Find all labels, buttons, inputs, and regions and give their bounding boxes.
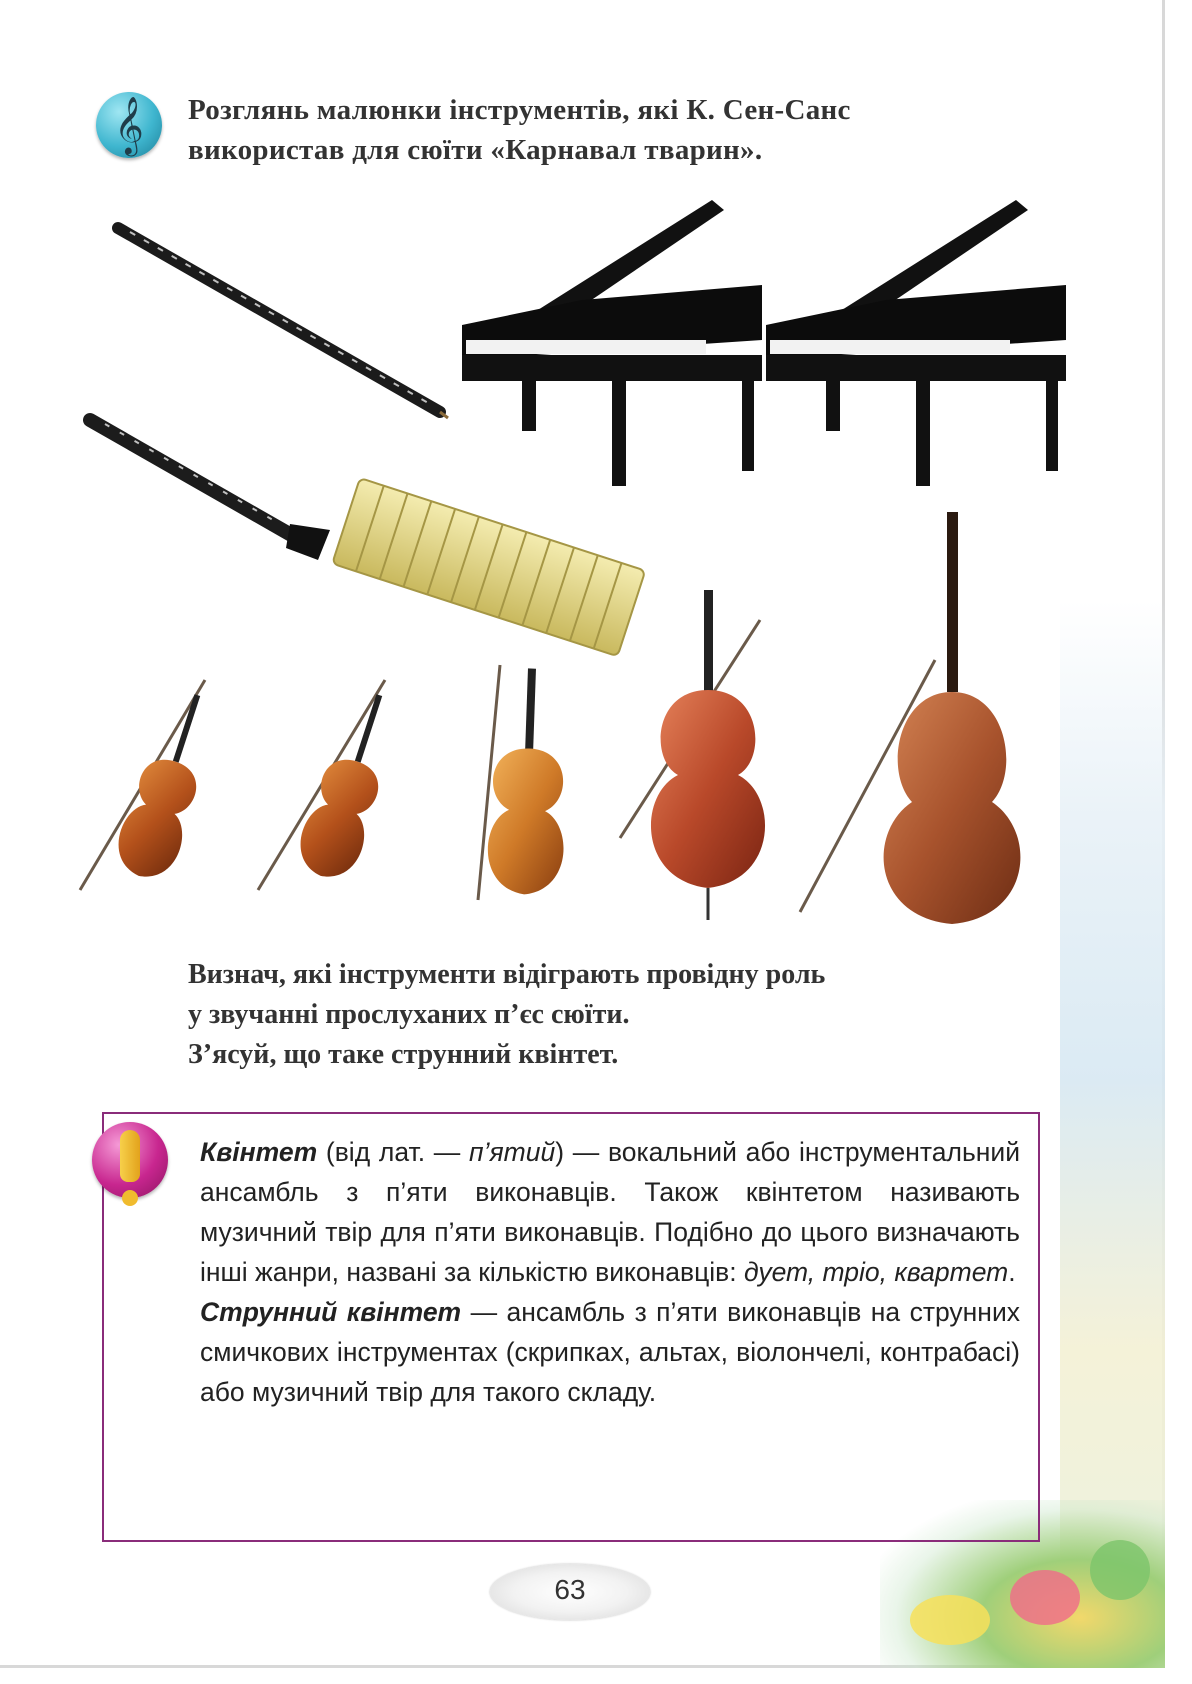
definition-part: .	[1008, 1257, 1016, 1287]
viola-image	[478, 665, 570, 900]
page-number: 63	[554, 1574, 586, 1605]
term-quintet: Квінтет	[200, 1137, 318, 1167]
genre-trio: тріо,	[822, 1257, 888, 1287]
term-string-quintet: Струнний квінтет	[200, 1297, 462, 1327]
genre-quartet: квартет	[894, 1257, 1009, 1287]
question-line-3: З’ясуй, що таке струнний квінтет.	[188, 1039, 619, 1070]
genre-duet: дует,	[743, 1257, 816, 1287]
questions-text	[188, 955, 1048, 1075]
definition-part: — ансамбль з п’яти виконавців на струнних смичкових інструментах (скрипках, альтах, віолончелі, контрабасі) або музичний твір для такого складу.	[200, 1297, 1020, 1407]
double-bass-image	[800, 512, 1020, 924]
xylophone-image	[332, 478, 645, 656]
latin-word: п’ятий	[469, 1137, 556, 1167]
grand-piano-image-1	[462, 200, 762, 486]
exclamation-icon	[92, 1122, 168, 1198]
violin-image-2	[258, 680, 409, 890]
violin-image-1	[80, 680, 227, 890]
oboe-image	[118, 228, 448, 418]
definition-part: (від лат. —	[317, 1137, 470, 1167]
question-line-2: у звучанні прослуханих п’єс сюїти.	[188, 999, 630, 1030]
cello-image	[620, 590, 765, 920]
clarinet-image	[90, 420, 330, 560]
grand-piano-image-2	[766, 200, 1066, 486]
intro-line-1: Розглянь малюнки інструментів, які К. Сен-Санс	[188, 94, 851, 126]
definition-text	[200, 1132, 1020, 1412]
definition-part: ) — вокальний або інструментальний ансамбль з п’яти виконавців. Також квінтетом називають музичний твір для п’яти виконавців. Подібно до цього визначають інші жанри, названі за кількістю виконавців:	[200, 1137, 1020, 1287]
page-number-badge	[490, 1564, 650, 1620]
question-line-1: Визнач, які інструменти відіграють провідну роль	[188, 959, 826, 990]
intro-line-2: використав для сюїти «Карнавал тварин».	[188, 134, 763, 166]
treble-clef-icon: 𝄞	[96, 92, 162, 158]
